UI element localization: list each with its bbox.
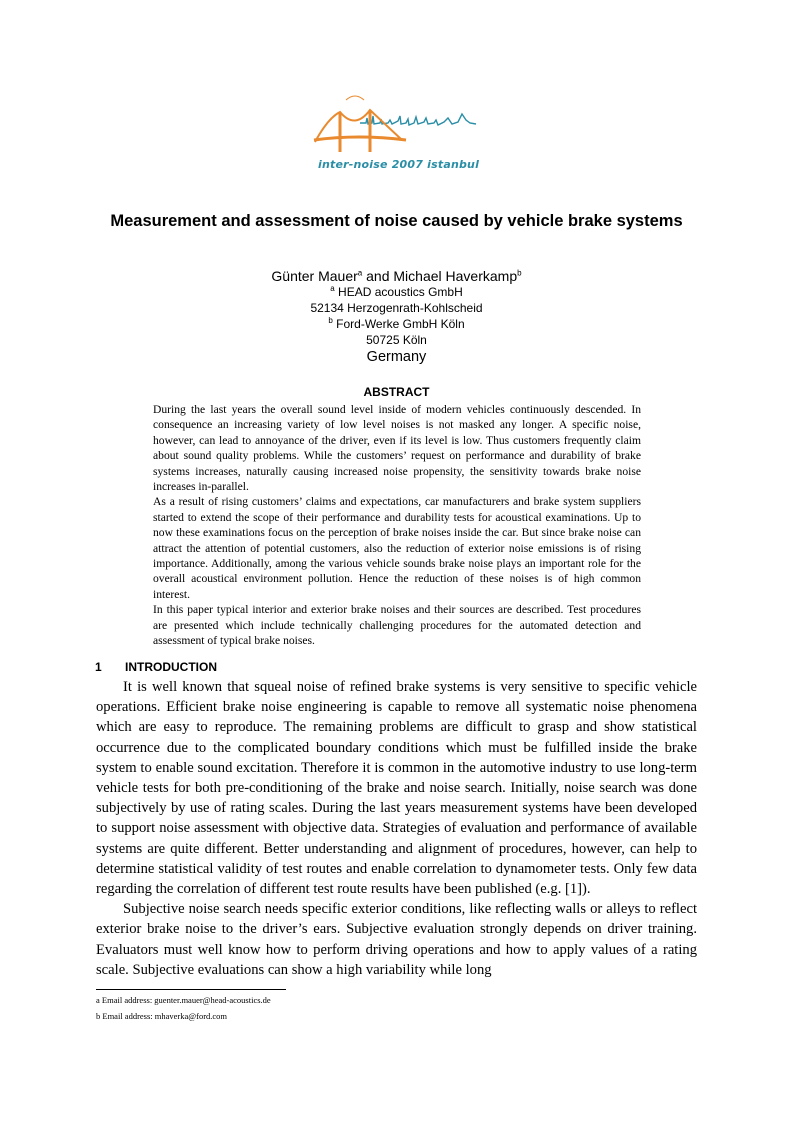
section-body [96,677,697,980]
body-paragraph: It is well known that squeal noise of refined brake systems is very sensitive to specific vehicle operations. Efficient brake noise engineering is capable to remove all systematic noise phenomena which are easy to reproduce. The remaining problems are difficult to grasp and show statistical occurrence due to the complicated boundary conditions which must be fulfilled inside the brake system to enable sound excitation. Therefore it is common in the automotive industry to use long-term vehicle tests for both pre-conditioning of the brake and noise search. Initially, noise search was done subjectively by use of rating scales. During the last years measurement systems have been developed to support noise assessment with objective data. Strategies of evaluation and performance of available systems are quite different. Better understanding and alignment of procedures, however, can help to determine statistical validity of test routes and enable correlation to dynamometer tests. Only few data regarding the correlation of different test route results have been published (e.g. [1]). [96,679,697,898]
author-line [150,268,643,285]
affiliation-b-org [150,317,643,332]
author-connector: and [362,268,394,284]
affiliation-marker: b [328,316,333,325]
bridge-logo-graphic [310,90,485,160]
affiliation-a-city: 52134 Herzogenrath-Kohlscheid [310,301,483,315]
abstract-body [153,402,641,649]
footnote-divider [96,989,286,990]
author-name: Michael Haverkamp [393,268,518,284]
conference-logo [310,90,485,175]
footnote-b: b Email address: mhaverka@ford.com [96,1011,228,1021]
abstract-paragraph: During the last years the overall sound level inside of modern vehicles continuously descended. In consequence an increasing variety of low level noises is not masked any longer. A specific noise, however, can lead to annoyance of the driver, even if its level is low. Thus customers frequently claim about sound quality problems. While the customers’ request on performance and durability of brake systems increases, naturally causing increased noise propensity, the sensitivity towards brake noise increases in-parallel. [153,403,641,494]
author-name: Günter Mauer [271,268,358,284]
affiliation-b-city: 50725 Köln [366,333,427,347]
section-title: INTRODUCTION [125,660,217,674]
affiliation-marker: b [517,268,522,278]
paper-title: Measurement and assessment of noise caused by vehicle brake systems [110,212,683,230]
footnote-a: a Email address: guenter.mauer@head-acoustics.de [96,995,271,1005]
abstract-paragraph: As a result of rising customers’ claims and expectations, car manufacturers and brake system suppliers started to extend the scope of their performance and durability tests for acoustical examinations. Up to now these examinations focus on the perception of brake noises inside the car. But since brake noise can attract the attention of potential customers, also the reduction of exterior noise emissions is of rising importance. Additionally, among the various vehicle sounds brake noise plays an important role for the overall acoustical environment pollution. Hence the reduction of these noises is of high common interest. [153,495,641,601]
logo-text: inter-noise 2007 istanbul [318,158,480,171]
affiliation-country: Germany [366,349,427,365]
section-number: 1 [95,660,102,674]
affiliation-marker: a [330,284,335,293]
affiliation-org: Ford-Werke GmbH Köln [336,317,465,331]
section-heading [95,660,217,675]
affiliation-marker: a [357,268,363,278]
body-paragraph: Subjective noise search needs specific exterior conditions, like reflecting walls or alleys to reflect exterior brake noise to the driver’s ears. Subjective evaluation strongly depends on driver training. Evaluators must well know how to perform driving operations and how to apply values of a rating scale. Subjective evaluations can show a high variability while long [96,901,697,978]
affiliation-a-org [150,285,643,300]
affiliation-org: HEAD acoustics GmbH [338,285,463,299]
abstract-heading: ABSTRACT [363,385,430,399]
abstract-paragraph: In this paper typical interior and exterior brake noises and their sources are described. Test procedures are presented which include technically challenging procedures for the automated detection and assessment of typical brake noises. [153,603,641,648]
